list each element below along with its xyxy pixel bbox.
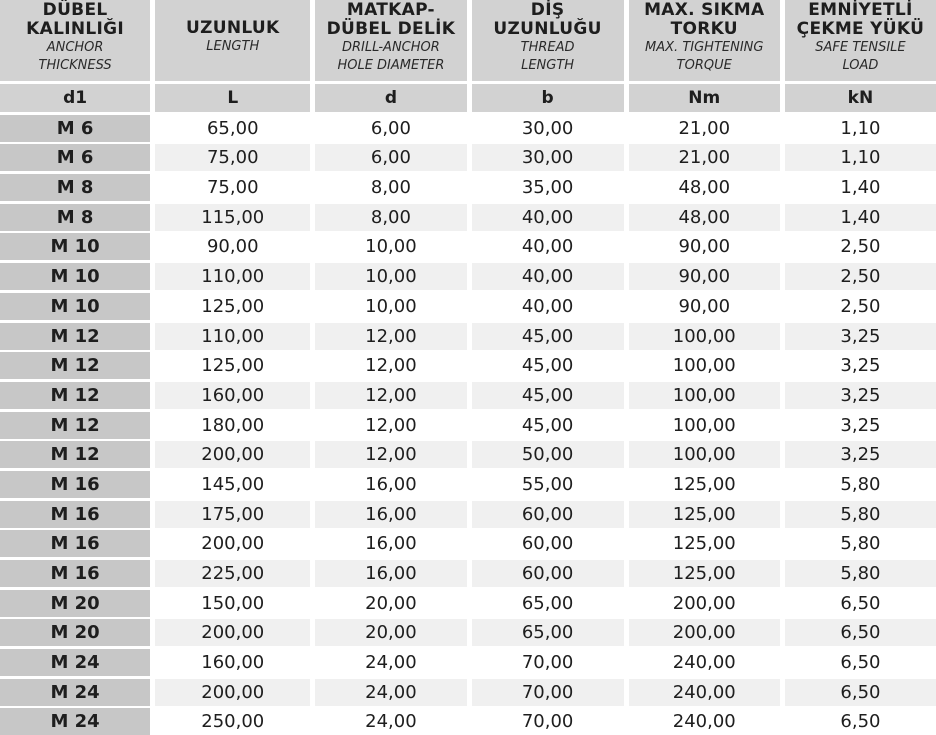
table-cell: 48,00 <box>678 177 731 199</box>
header-tr-line: DİŞ <box>530 0 565 20</box>
table-cell: 6,50 <box>840 592 881 614</box>
table-cell: 175,00 <box>155 501 310 528</box>
header-en-line: SAFE TENSILE <box>815 40 906 55</box>
unit-cell: d <box>315 84 466 112</box>
row-size-cell: M 8 <box>0 174 150 201</box>
unit-cell: L <box>155 84 310 112</box>
table-cell: 110,00 <box>155 263 310 290</box>
table-cell: 240,00 <box>629 679 780 706</box>
table-cell: 50,00 <box>472 441 624 468</box>
header-tr-line: UZUNLUK <box>186 18 280 38</box>
unit-cell: Nm <box>629 84 780 112</box>
table-cell: 48,00 <box>629 204 780 231</box>
header-safe-load <box>785 0 936 81</box>
table-cell: 3,25 <box>785 441 936 468</box>
table-cell: 24,00 <box>365 652 417 674</box>
table-cell: 65,00 <box>206 117 259 139</box>
table-cell: 6,50 <box>785 619 936 646</box>
row-size-cell: M 16 <box>0 501 150 528</box>
header-en-line: LENGTH <box>521 58 575 73</box>
header-anchor-thickness <box>0 0 150 81</box>
table-cell: 6,50 <box>840 652 881 674</box>
table-cell: 5,80 <box>785 501 936 528</box>
table-cell: 70,00 <box>472 679 624 706</box>
table-row <box>0 619 936 646</box>
header-max-torque <box>629 0 780 81</box>
table-cell: 5,80 <box>840 533 881 555</box>
table-row <box>0 649 936 676</box>
row-size-cell: M 10 <box>0 263 150 290</box>
table-row <box>0 530 936 557</box>
table-cell: 6,50 <box>840 711 881 733</box>
table-cell: 100,00 <box>672 355 736 377</box>
header-en-line: THICKNESS <box>38 58 112 73</box>
table-cell: 100,00 <box>672 414 736 436</box>
table-cell: 8,00 <box>370 177 411 199</box>
table-cell: 125,00 <box>629 501 780 528</box>
table-row <box>0 560 936 587</box>
table-cell: 125,00 <box>672 473 736 495</box>
table-cell: 225,00 <box>155 560 310 587</box>
table-cell: 6,00 <box>315 144 466 171</box>
table-row <box>0 441 936 468</box>
header-tr-line: EMNİYETLİ <box>808 0 913 20</box>
table-cell: 30,00 <box>521 117 574 139</box>
table-cell: 90,00 <box>678 236 731 258</box>
table-cell: 10,00 <box>315 263 466 290</box>
table-cell: 10,00 <box>365 295 417 317</box>
table-cell: 21,00 <box>678 117 731 139</box>
header-en-line: LENGTH <box>206 39 260 54</box>
table-cell: 115,00 <box>155 204 310 231</box>
header-row <box>0 0 936 81</box>
table-cell: 180,00 <box>201 414 265 436</box>
table-cell: 100,00 <box>629 382 780 409</box>
table-cell: 100,00 <box>629 441 780 468</box>
table-cell: 75,00 <box>206 177 259 199</box>
header-drill-hole <box>315 0 466 81</box>
table-cell: 5,80 <box>785 560 936 587</box>
table-cell: 8,00 <box>315 204 466 231</box>
table-body <box>0 115 936 735</box>
table-row <box>0 323 936 350</box>
table-row <box>0 293 936 320</box>
row-size-cell: M 20 <box>0 619 150 646</box>
header-tr-line: DÜBEL <box>42 0 108 20</box>
table-cell: 16,00 <box>365 533 417 555</box>
table-cell: 125,00 <box>201 355 265 377</box>
table-row <box>0 501 936 528</box>
table-cell: 200,00 <box>672 592 736 614</box>
table-row <box>0 144 936 171</box>
table-cell: 160,00 <box>201 652 265 674</box>
table-cell: 40,00 <box>521 295 574 317</box>
table-cell: 200,00 <box>155 679 310 706</box>
row-size-cell: M 24 <box>0 708 150 735</box>
table-cell: 6,00 <box>370 117 411 139</box>
table-cell: 145,00 <box>201 473 265 495</box>
table-cell: 12,00 <box>365 355 417 377</box>
row-size-cell: M 24 <box>0 649 150 676</box>
table-cell: 3,25 <box>785 382 936 409</box>
table-cell: 20,00 <box>315 619 466 646</box>
table-cell: 200,00 <box>155 441 310 468</box>
header-tr-line: MAX. SIKMA <box>644 0 765 20</box>
row-size-cell: M 12 <box>0 323 150 350</box>
table-cell: 24,00 <box>365 711 417 733</box>
table-cell: 1,40 <box>840 177 881 199</box>
table-cell: 110,00 <box>155 323 310 350</box>
table-cell: 2,50 <box>840 236 881 258</box>
table-cell: 1,10 <box>840 117 881 139</box>
table-row <box>0 412 936 439</box>
header-en-line: THREAD <box>520 40 575 55</box>
table-row <box>0 204 936 231</box>
table-cell: 12,00 <box>315 323 466 350</box>
table-cell: 16,00 <box>365 473 417 495</box>
table-row <box>0 471 936 498</box>
table-cell: 75,00 <box>155 144 310 171</box>
table-cell: 12,00 <box>315 441 466 468</box>
header-tr-line: ÇEKME YÜKÜ <box>796 19 925 39</box>
table-cell: 90,00 <box>206 236 259 258</box>
unit-row <box>0 84 936 112</box>
unit-cell: d1 <box>0 84 150 112</box>
table-cell: 90,00 <box>629 263 780 290</box>
table-cell: 2,50 <box>840 295 881 317</box>
table-row <box>0 679 936 706</box>
table-cell: 3,25 <box>785 323 936 350</box>
row-size-cell: M 12 <box>0 412 150 439</box>
row-size-cell: M 16 <box>0 560 150 587</box>
table-row <box>0 352 936 379</box>
header-tr-line: KALINLIĞI <box>26 19 125 39</box>
table-cell: 12,00 <box>365 414 417 436</box>
row-size-cell: M 6 <box>0 115 150 142</box>
unit-cell: b <box>472 84 624 112</box>
table-cell: 200,00 <box>629 619 780 646</box>
header-en-line: MAX. TIGHTENING <box>645 40 764 55</box>
table-cell: 6,50 <box>785 679 936 706</box>
header-en-line: DRILL-ANCHOR <box>342 40 440 55</box>
table-cell: 160,00 <box>155 382 310 409</box>
row-size-cell: M 20 <box>0 590 150 617</box>
table-cell: 3,25 <box>840 355 881 377</box>
table-cell: 125,00 <box>629 560 780 587</box>
table-cell: 24,00 <box>315 679 466 706</box>
row-size-cell: M 16 <box>0 530 150 557</box>
table-cell: 70,00 <box>521 652 574 674</box>
header-tr-line: DÜBEL DELİK <box>326 19 456 39</box>
table-cell: 35,00 <box>521 177 574 199</box>
row-size-cell: M 24 <box>0 679 150 706</box>
table-cell: 2,50 <box>785 263 936 290</box>
table-cell: 1,10 <box>785 144 936 171</box>
table-cell: 12,00 <box>315 382 466 409</box>
table-row <box>0 233 936 260</box>
row-size-cell: M 10 <box>0 293 150 320</box>
table-row <box>0 263 936 290</box>
table-row <box>0 590 936 617</box>
table-cell: 45,00 <box>472 323 624 350</box>
table-cell: 16,00 <box>315 560 466 587</box>
table-cell: 55,00 <box>521 473 574 495</box>
table-cell: 100,00 <box>629 323 780 350</box>
header-en-line: HOLE DIAMETER <box>337 58 445 73</box>
header-en-line: TORQUE <box>676 58 732 73</box>
table-row <box>0 115 936 142</box>
table-cell: 3,25 <box>840 414 881 436</box>
table-cell: 40,00 <box>521 236 574 258</box>
row-size-cell: M 8 <box>0 204 150 231</box>
row-size-cell: M 12 <box>0 441 150 468</box>
table-cell: 65,00 <box>521 592 574 614</box>
table-cell: 5,80 <box>840 473 881 495</box>
row-size-cell: M 12 <box>0 382 150 409</box>
table-cell: 16,00 <box>315 501 466 528</box>
table-cell: 60,00 <box>472 501 624 528</box>
header-thread-length <box>472 0 624 81</box>
row-size-cell: M 12 <box>0 352 150 379</box>
table-cell: 10,00 <box>365 236 417 258</box>
table-cell: 150,00 <box>201 592 265 614</box>
table-cell: 30,00 <box>472 144 624 171</box>
table-cell: 45,00 <box>521 414 574 436</box>
table-cell: 90,00 <box>678 295 731 317</box>
header-tr-line: UZUNLUĞU <box>493 19 602 39</box>
table-cell: 65,00 <box>472 619 624 646</box>
table-cell: 1,40 <box>785 204 936 231</box>
table-row <box>0 382 936 409</box>
header-tr-line: MATKAP- <box>346 0 435 20</box>
row-size-cell: M 10 <box>0 233 150 260</box>
table-cell: 21,00 <box>629 144 780 171</box>
header-tr-line: TORKU <box>670 19 738 39</box>
header-length <box>155 0 310 81</box>
table-cell: 125,00 <box>672 533 736 555</box>
table-cell: 240,00 <box>672 652 736 674</box>
table-cell: 200,00 <box>201 533 265 555</box>
table-cell: 250,00 <box>201 711 265 733</box>
header-en-line: LOAD <box>842 58 879 73</box>
table-cell: 40,00 <box>472 263 624 290</box>
table-row <box>0 708 936 735</box>
table-cell: 125,00 <box>201 295 265 317</box>
table-cell: 40,00 <box>472 204 624 231</box>
table-cell: 60,00 <box>472 560 624 587</box>
header-en-line: ANCHOR <box>46 40 104 55</box>
table-cell: 200,00 <box>155 619 310 646</box>
table-cell: 20,00 <box>365 592 417 614</box>
row-size-cell: M 6 <box>0 144 150 171</box>
table-cell: 45,00 <box>521 355 574 377</box>
table-cell: 45,00 <box>472 382 624 409</box>
row-size-cell: M 16 <box>0 471 150 498</box>
unit-cell: kN <box>785 84 936 112</box>
table-row <box>0 174 936 201</box>
table-cell: 60,00 <box>521 533 574 555</box>
table-cell: 240,00 <box>672 711 736 733</box>
table-cell: 70,00 <box>521 711 574 733</box>
